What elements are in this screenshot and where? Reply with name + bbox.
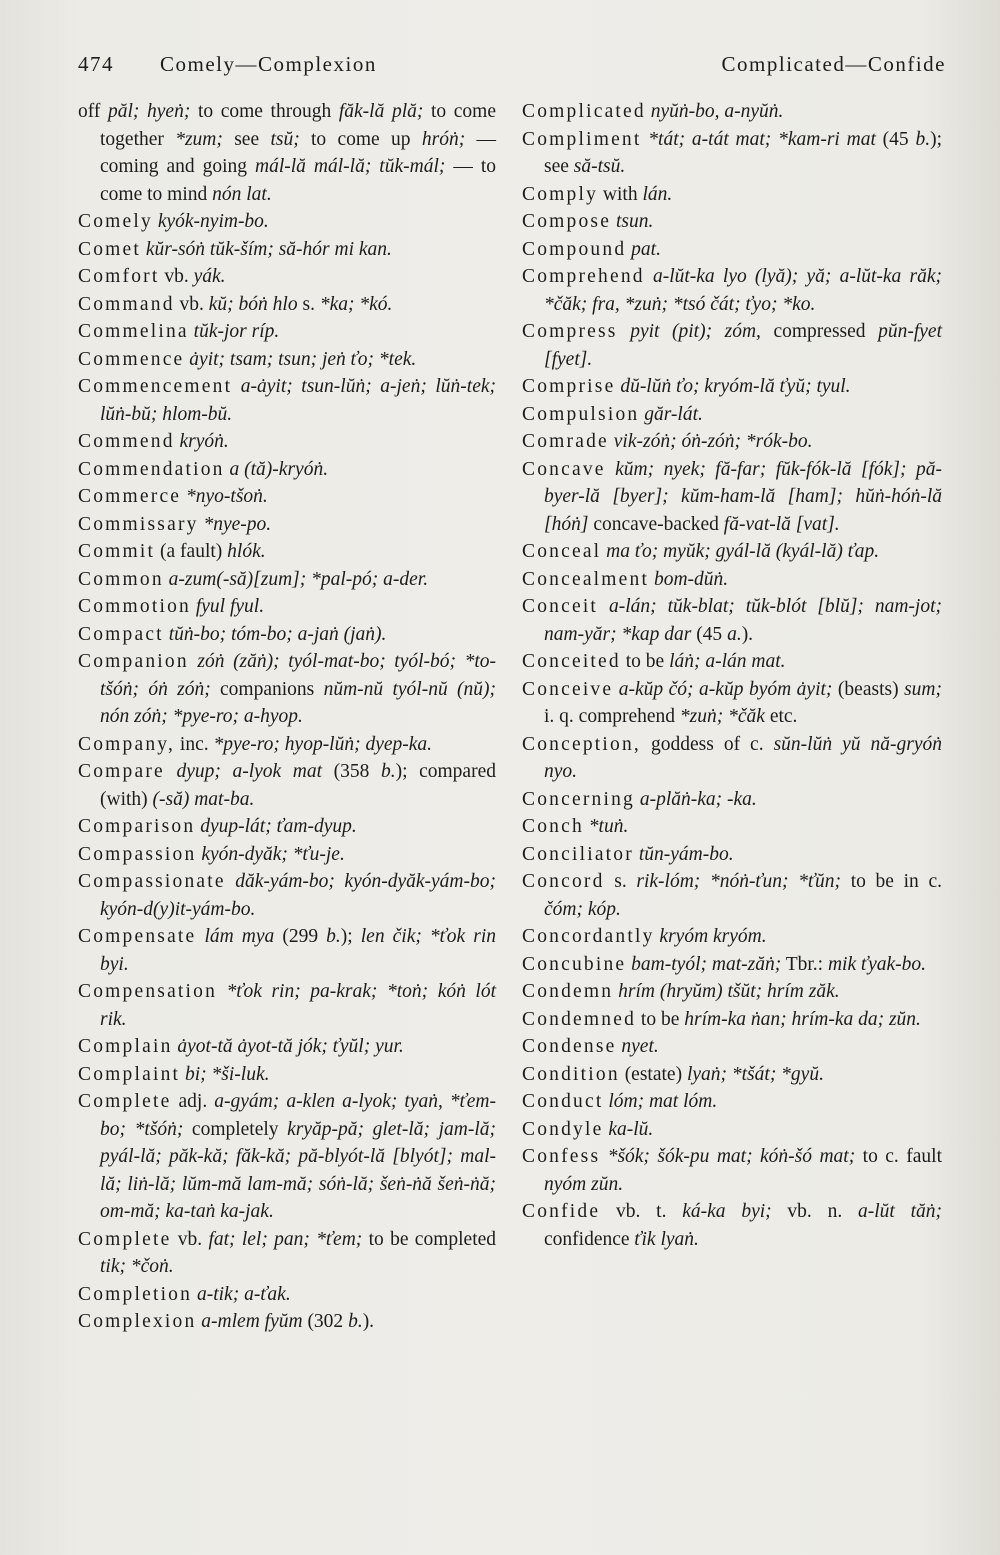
entry-headword: Commelina bbox=[78, 321, 189, 342]
entry-definition: (a fault) hlók. bbox=[160, 541, 266, 562]
entry-definition: a-lŭt-ka lyo (lyă); yă; a-lŭt-ka răk; *čăk; fra, *zuṅ; *tsó čát; ťyo; *ko. bbox=[544, 266, 943, 315]
entry-headword: Condemn bbox=[522, 981, 614, 1002]
entry-headword: Complain bbox=[78, 1036, 173, 1057]
dictionary-entry bbox=[78, 291, 496, 319]
dictionary-entry bbox=[522, 401, 942, 429]
entry-headword: Complete bbox=[78, 1091, 172, 1112]
entry-definition: vb. yák. bbox=[164, 266, 226, 287]
entry-definition: *tuṅ. bbox=[588, 816, 629, 837]
left-column bbox=[78, 98, 496, 1336]
entry-definition: (estate) lyaṅ; *tšát; *gyŭ. bbox=[624, 1063, 824, 1085]
entry-headword: Concubine bbox=[522, 953, 627, 975]
entry-definition: ma ťo; myŭk; gyál-lă (kyál-lă) ťap. bbox=[606, 541, 880, 562]
entry-headword: Commencement bbox=[78, 376, 233, 397]
dictionary-entry bbox=[522, 1061, 942, 1089]
entry-definition: *nye-po. bbox=[203, 513, 272, 535]
entry-definition: goddess of c. sŭn-lŭṅ yŭ nă-gryóṅ nyo. bbox=[544, 733, 942, 782]
dictionary-entry bbox=[522, 1198, 942, 1253]
entry-definition: lám mya (299 b.); len čik; *ťok rin byi. bbox=[100, 926, 496, 975]
entry-definition: *šók; šók-pu mat; kóṅ-šó mat; to c. fault nyóm zŭn. bbox=[544, 1146, 942, 1195]
dictionary-entry bbox=[78, 566, 496, 594]
entry-headword: Conception, bbox=[522, 733, 641, 755]
entry-headword: Commotion bbox=[78, 596, 191, 617]
entry-headword: Complicated bbox=[522, 101, 646, 122]
dictionary-entry bbox=[78, 1088, 496, 1226]
entry-definition: adj. a-gyám; a-klen a-lyok; tyaṅ, *ťem-bo; *tšóṅ; completely kryăp-pă; glet-lă; jam-lă; pyál-lă; păk-kă; făk-kă; pă-blyót-lă [blyót]; mal-lă; liṅ-lă; lŭm-mă lam-mă; sóṅ-lă; šeṅ-ṅă šeṅ-ṅă; om-mă; ka-taṅ ka-jak. bbox=[100, 1091, 497, 1222]
entry-definition: tŭk-jor ríp. bbox=[193, 321, 280, 342]
entry-definition: nyŭṅ-bo, a-nyŭṅ. bbox=[650, 101, 784, 122]
dictionary-entry bbox=[78, 511, 496, 539]
entry-definition: kŭm; nyek; fă-far; fŭk-fók-lă [fók]; pă-byer-lă [byer]; kŭm-ham-lă [ham]; hŭṅ-hóṅ-lă [hóṅ] concave-backed fă-vat-lă [vat]. bbox=[544, 458, 943, 535]
dictionary-entry bbox=[522, 978, 942, 1006]
entry-headword: Companion bbox=[78, 651, 189, 672]
entry-definition: inc. *pye-ro; hyop-lŭṅ; dyep-ka. bbox=[179, 733, 433, 755]
right-column bbox=[522, 98, 942, 1253]
dictionary-entry bbox=[78, 236, 496, 264]
entry-headword: Conceit bbox=[522, 596, 599, 617]
dictionary-entry bbox=[522, 126, 942, 181]
entry-definition: a (tă)-kryóṅ. bbox=[229, 458, 329, 480]
entry-definition: fyul fyul. bbox=[195, 596, 265, 617]
entry-definition: dyup; a-lyok mat (358 b.); compared (with) (-să) mat-ba. bbox=[100, 761, 496, 810]
dictionary-entry bbox=[78, 1061, 496, 1089]
entry-definition: *ťok rin; pa-krak; *toṅ; kóṅ lót rik. bbox=[100, 981, 497, 1030]
dictionary-entry bbox=[522, 868, 942, 923]
entry-headword: Complexion bbox=[78, 1311, 197, 1332]
entry-definition: dyup-lát; ťam-dyup. bbox=[200, 816, 357, 837]
dictionary-entry bbox=[78, 1226, 496, 1281]
dictionary-entry bbox=[78, 758, 496, 813]
entry-headword: Conduct bbox=[522, 1091, 604, 1112]
dictionary-entry bbox=[522, 566, 942, 594]
right-running-title: Complicated—Confide bbox=[721, 52, 946, 76]
entry-headword: Comfort bbox=[78, 266, 160, 287]
dictionary-entry bbox=[78, 841, 496, 869]
dictionary-entry bbox=[78, 1281, 496, 1309]
dictionary-entry bbox=[78, 346, 496, 374]
entry-headword: Conciliator bbox=[522, 843, 634, 865]
dictionary-entry bbox=[522, 813, 942, 841]
entry-headword: Commendation bbox=[78, 458, 225, 480]
entry-definition: vb. fat; lel; pan; *ťem; to be completed tik; *čoṅ. bbox=[100, 1228, 497, 1277]
entry-headword: Compliment bbox=[522, 128, 642, 150]
entry-definition: kyón-dyăk; *ťu-je. bbox=[201, 843, 345, 865]
entry-headword: Compose bbox=[522, 211, 612, 232]
dictionary-entry bbox=[522, 538, 942, 566]
dictionary-entry bbox=[78, 373, 496, 428]
dictionary-entry bbox=[522, 181, 942, 209]
entry-definition: nyet. bbox=[621, 1036, 659, 1057]
entry-headword: Compassionate bbox=[78, 871, 226, 892]
entry-definition: bam-tyól; mat-zăṅ; Tbr.: mik ťyak-bo. bbox=[631, 953, 927, 975]
entry-definition: a-kŭp čó; a-kŭp byóm ȧyit; (beasts) sum; i. q. comprehend *zuṅ; *čăk etc. bbox=[544, 678, 942, 727]
dictionary-entry bbox=[522, 263, 942, 318]
entry-definition: bi; *ši-luk. bbox=[185, 1063, 270, 1085]
entry-headword: Compensation bbox=[78, 981, 218, 1002]
dictionary-entry bbox=[522, 1116, 942, 1144]
entry-definition: *tát; a-tát mat; *kam-ri mat (45 b.); see să-tsŭ. bbox=[544, 128, 943, 177]
dictionary-entry bbox=[78, 98, 496, 208]
dictionary-entry bbox=[522, 456, 942, 539]
entry-headword: Commit bbox=[78, 541, 156, 562]
dictionary-entry bbox=[522, 1088, 942, 1116]
entry-headword: Compulsion bbox=[522, 403, 640, 425]
dictionary-entry bbox=[522, 676, 942, 731]
entry-definition: kryóṅ. bbox=[179, 431, 229, 452]
entry-headword: Compare bbox=[78, 761, 165, 782]
entry-definition: a-plăṅ-ka; -ka. bbox=[639, 788, 757, 810]
dictionary-entry bbox=[78, 538, 496, 566]
dictionary-entry bbox=[78, 868, 496, 923]
dictionary-entry bbox=[522, 428, 942, 456]
entry-headword: Concord bbox=[522, 871, 605, 892]
entry-definition: zóṅ (zăṅ); tyól-mat-bo; tyól-bó; *to-tšóṅ; óṅ zóṅ; companions nŭm-nŭ tyól-nŭ (nŭ); nón zóṅ; *pye-ro; a-hyop. bbox=[100, 651, 496, 727]
dictionary-entry bbox=[78, 731, 496, 759]
entry-headword: Command bbox=[78, 293, 175, 315]
dictionary-entry bbox=[522, 648, 942, 676]
entry-headword: Conceive bbox=[522, 678, 614, 700]
dictionary-entry bbox=[522, 1006, 942, 1034]
page-number: 474 bbox=[78, 52, 114, 76]
dictionary-entry bbox=[78, 593, 496, 621]
dictionary-entry bbox=[78, 263, 496, 291]
entry-definition: tsun. bbox=[615, 211, 654, 232]
dictionary-entry bbox=[522, 841, 942, 869]
dictionary-entry bbox=[522, 786, 942, 814]
entry-headword: Commerce bbox=[78, 486, 182, 507]
dictionary-entry bbox=[522, 951, 942, 979]
entry-headword: Comet bbox=[78, 238, 141, 260]
dictionary-entry bbox=[522, 236, 942, 264]
entry-headword: Commence bbox=[78, 348, 185, 370]
entry-definition: kŭr-sóṅ tŭk-ším; să-hór mi kan. bbox=[145, 238, 392, 260]
dictionary-entry bbox=[78, 621, 496, 649]
dictionary-entry bbox=[78, 978, 496, 1033]
left-running-title: Comely—Complexion bbox=[160, 52, 377, 76]
entry-headword: Comply bbox=[522, 183, 599, 205]
dictionary-entry bbox=[522, 1143, 942, 1198]
dictionary-entry bbox=[78, 648, 496, 731]
entry-definition: with lán. bbox=[602, 183, 673, 205]
entry-headword: Condense bbox=[522, 1036, 617, 1057]
entry-headword: Concave bbox=[522, 458, 606, 480]
entry-definition: s. rik-lóm; *nóṅ-ťun; *ťŭn; to be in c. čóm; kóp. bbox=[544, 871, 942, 920]
entry-definition: vb. t. ká-ka byi; vb. n. a-lŭt tăṅ; confidence ťik lyaṅ. bbox=[544, 1201, 943, 1250]
entry-definition: a-mlem fyŭm (302 b.). bbox=[201, 1311, 375, 1332]
dictionary-entry bbox=[522, 731, 942, 786]
entry-headword: Compassion bbox=[78, 843, 197, 865]
entry-definition: pat. bbox=[631, 238, 661, 260]
entry-definition: dŭ-lŭṅ ťo; kryóm-lă ťyŭ; tyul. bbox=[620, 376, 851, 397]
entry-definition: a-zum(-să)[zum]; *pal-pó; a-der. bbox=[168, 568, 429, 590]
entry-headword: Confess bbox=[522, 1146, 601, 1167]
entry-definition: ȧyit; tsam; tsun; jeṅ ťo; *tek. bbox=[189, 348, 417, 370]
dictionary-entry bbox=[78, 923, 496, 978]
entry-definition: ȧyot-tă ȧyot-tă jók; ťyŭl; yur. bbox=[177, 1036, 404, 1057]
entry-headword: Comely bbox=[78, 211, 153, 232]
entry-headword: Comprehend bbox=[522, 266, 645, 287]
entry-definition: ka-lŭ. bbox=[608, 1118, 654, 1140]
entry-definition: hrím (hryŭm) tšŭt; hrím zăk. bbox=[618, 981, 840, 1002]
entry-definition: a-tik; a-ťak. bbox=[196, 1283, 291, 1305]
entry-headword: Condition bbox=[522, 1063, 620, 1085]
entry-definition: kyók-nyim-bo. bbox=[157, 211, 269, 232]
entry-definition: tŭṅ-bo; tóm-bo; a-jaṅ (jaṅ). bbox=[168, 623, 387, 645]
entry-definition: to be láṅ; a-lán mat. bbox=[625, 651, 786, 672]
entry-headword: Compensate bbox=[78, 926, 197, 947]
entry-definition: a-ȧyit; tsun-lŭṅ; a-jeṅ; lŭṅ-tek; lŭṅ-bŭ; hlom-bŭ. bbox=[100, 376, 496, 425]
entry-headword: Concordantly bbox=[522, 926, 655, 947]
entry-definition: *nyo-tšoṅ. bbox=[186, 486, 268, 507]
entry-headword: Completion bbox=[78, 1283, 193, 1305]
entry-headword: Conceited bbox=[522, 651, 621, 672]
entry-headword: Commissary bbox=[78, 513, 199, 535]
dictionary-entry bbox=[78, 483, 496, 511]
entry-definition: vik-zóṅ; óṅ-zóṅ; *rók-bo. bbox=[613, 431, 813, 452]
entry-headword: Common bbox=[78, 568, 164, 590]
dictionary-entry bbox=[522, 923, 942, 951]
entry-definition: lóm; mat lóm. bbox=[608, 1091, 718, 1112]
entry-headword: Compact bbox=[78, 623, 164, 645]
entry-definition: dăk-yám-bo; kyón-dyăk-yám-bo; kyón-d(y)it-yám-bo. bbox=[100, 871, 496, 920]
dictionary-entry bbox=[78, 1033, 496, 1061]
entry-headword: Concealment bbox=[522, 568, 650, 590]
entry-headword: Conch bbox=[522, 816, 584, 837]
entry-headword: Compound bbox=[522, 238, 627, 260]
dictionary-entry bbox=[78, 813, 496, 841]
entry-definition: tŭn-yám-bo. bbox=[638, 843, 734, 865]
running-header bbox=[78, 52, 946, 84]
entry-headword: Comprise bbox=[522, 376, 616, 397]
entry-definition: pyit (pit); zóm, compressed pŭn-fyet [fyet]. bbox=[544, 321, 942, 370]
dictionary-entry bbox=[522, 318, 942, 373]
entry-definition: off păl; hyeṅ; to come through făk-lă plă; to come together *zum; see tsŭ; to come up hróṅ; — coming and going mál-lă mál-lă; tŭk-mál; — to come to mind nón lat. bbox=[78, 101, 497, 205]
entry-headword: Complete bbox=[78, 1228, 172, 1250]
entry-definition: a-lán; tŭk-blat; tŭk-blót [blŭ]; nam-jot; nam-yăr; *kap dar (45 a.). bbox=[544, 596, 942, 645]
entry-headword: Condyle bbox=[522, 1118, 604, 1140]
entry-definition: bom-dŭṅ. bbox=[653, 568, 729, 590]
entry-headword: Conceal bbox=[522, 541, 602, 562]
entry-headword: Condemned bbox=[522, 1008, 637, 1030]
entry-definition: to be hrím-ka ṅan; hrím-ka da; zŭn. bbox=[640, 1008, 921, 1030]
dictionary-entry bbox=[522, 208, 942, 236]
dictionary-entry bbox=[78, 428, 496, 456]
dictionary-entry bbox=[78, 318, 496, 346]
dictionary-entry bbox=[522, 1033, 942, 1061]
entry-headword: Company, bbox=[78, 733, 176, 755]
dictionary-entry bbox=[522, 98, 942, 126]
dictionary-entry bbox=[522, 373, 942, 401]
dictionary-entry bbox=[78, 208, 496, 236]
dictionary-entry bbox=[78, 1308, 496, 1336]
entry-definition: vb. kŭ; bóṅ hlo s. *ka; *kó. bbox=[179, 293, 393, 315]
entry-headword: Comparison bbox=[78, 816, 196, 837]
entry-definition: kryóm kryóm. bbox=[659, 926, 767, 947]
dictionary-entry bbox=[78, 456, 496, 484]
entry-headword: Commend bbox=[78, 431, 175, 452]
dictionary-entry bbox=[522, 593, 942, 648]
entry-headword: Complaint bbox=[78, 1063, 181, 1085]
entry-headword: Comrade bbox=[522, 431, 609, 452]
entry-headword: Compress bbox=[522, 321, 618, 342]
entry-headword: Concerning bbox=[522, 788, 635, 810]
entry-definition: găr-lát. bbox=[644, 403, 703, 425]
entry-headword: Confide bbox=[522, 1201, 601, 1222]
